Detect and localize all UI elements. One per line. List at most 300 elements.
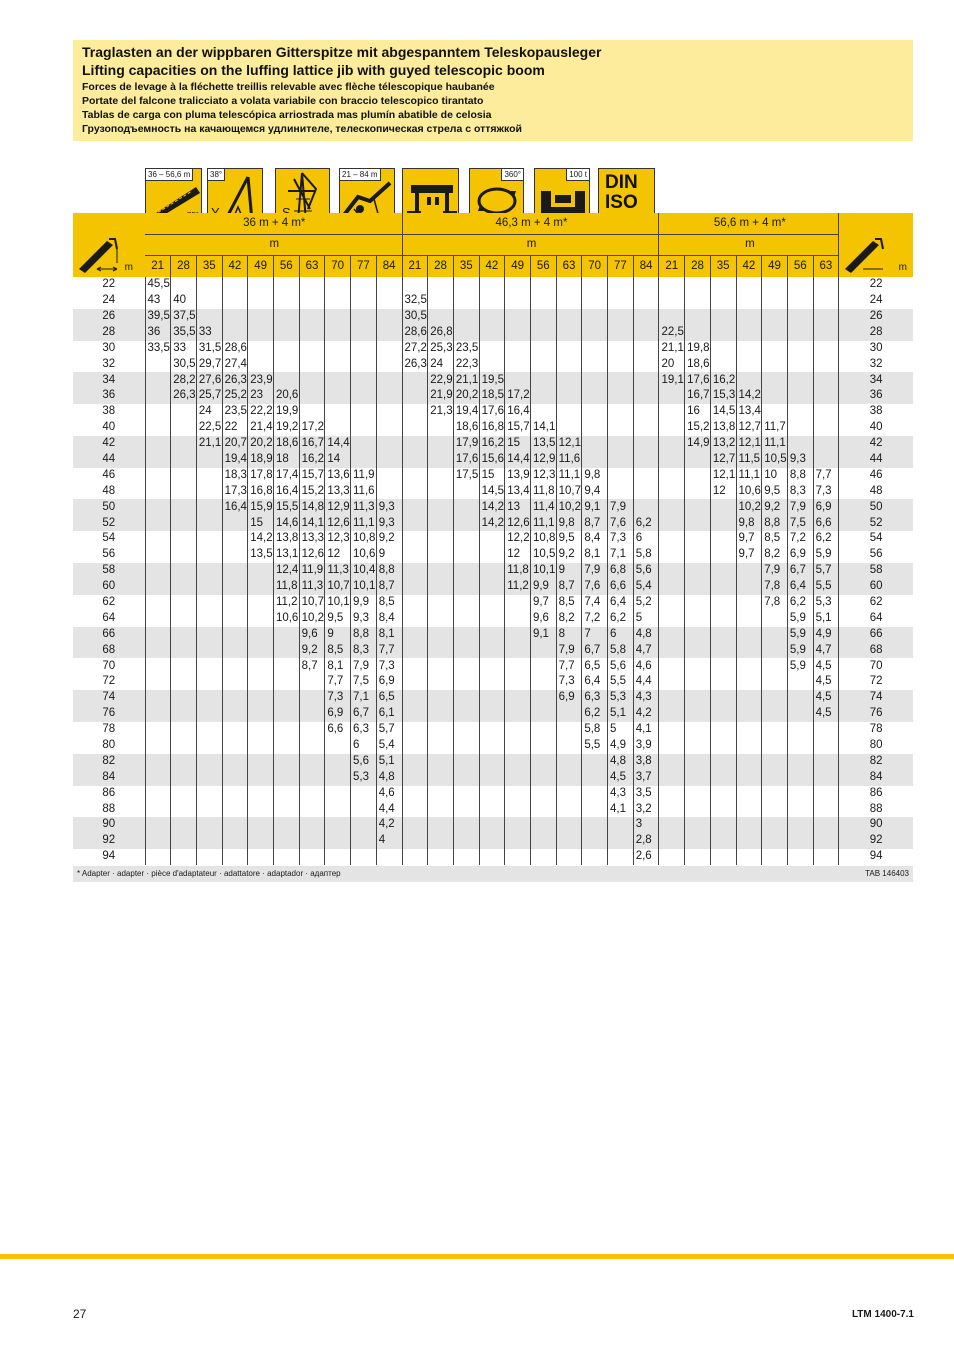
capacity-cell: 9,3: [787, 452, 813, 468]
radius-cell: 76: [73, 706, 145, 722]
capacity-cell: [530, 341, 556, 357]
capacity-cell: [787, 690, 813, 706]
capacity-cell: [145, 452, 171, 468]
capacity-cell: 6: [633, 531, 659, 547]
capacity-cell: [453, 770, 479, 786]
capacity-cell: [299, 309, 325, 325]
capacity-cell: [428, 595, 454, 611]
capacity-cell: 17,3: [222, 484, 248, 500]
jib-length-col: 70: [582, 256, 608, 277]
capacity-cell: [196, 658, 222, 674]
capacity-cell: [762, 754, 788, 770]
capacity-cell: [376, 388, 402, 404]
capacity-cell: [222, 277, 248, 293]
capacity-cell: 13,3: [325, 484, 351, 500]
capacity-cell: 15: [505, 436, 531, 452]
capacity-cell: [659, 658, 685, 674]
capacity-cell: [402, 420, 428, 436]
capacity-cell: 10,2: [556, 499, 582, 515]
capacity-cell: 25,2: [222, 388, 248, 404]
capacity-cell: 8,3: [351, 642, 377, 658]
capacity-cell: 6,6: [325, 722, 351, 738]
capacity-cell: [222, 833, 248, 849]
capacity-cell: [376, 849, 402, 865]
capacity-cell: [762, 642, 788, 658]
capacity-cell: [299, 404, 325, 420]
capacity-cell: [479, 849, 505, 865]
capacity-cell: [402, 801, 428, 817]
capacity-cell: [659, 468, 685, 484]
radius-cell: 42: [839, 436, 913, 452]
table-row: [73, 468, 913, 484]
capacity-cell: 12,6: [325, 515, 351, 531]
capacity-cell: [453, 579, 479, 595]
capacity-cell: [479, 309, 505, 325]
capacity-cell: [196, 309, 222, 325]
radius-unit-right: m: [898, 261, 907, 273]
capacity-cell: [556, 388, 582, 404]
capacity-cell: [402, 849, 428, 865]
capacity-cell: 9,7: [530, 595, 556, 611]
capacity-cell: [787, 420, 813, 436]
capacity-cell: 37,5: [171, 309, 197, 325]
capacity-cell: [402, 595, 428, 611]
capacity-cell: [736, 849, 762, 865]
capacity-cell: [530, 674, 556, 690]
capacity-cell: 6,2: [813, 531, 839, 547]
capacity-cell: 6: [351, 738, 377, 754]
capacity-cell: 12,6: [299, 547, 325, 563]
capacity-cell: [171, 611, 197, 627]
capacity-cell: 4,4: [633, 674, 659, 690]
capacity-cell: [659, 452, 685, 468]
capacity-cell: [633, 372, 659, 388]
table-row: [73, 372, 913, 388]
capacity-cell: [299, 722, 325, 738]
capacity-cell: [376, 452, 402, 468]
capacity-cell: 11,8: [273, 579, 299, 595]
capacity-cell: 13,8: [273, 531, 299, 547]
capacity-cell: [813, 436, 839, 452]
capacity-cell: 18,5: [479, 388, 505, 404]
radius-cell: 64: [869, 611, 883, 624]
jib-length-col: 63: [556, 256, 582, 277]
capacity-cell: 7,3: [608, 531, 634, 547]
capacity-cell: 16,4: [273, 484, 299, 500]
capacity-cell: [556, 325, 582, 341]
capacity-cell: [351, 293, 377, 309]
jib-length-unit-2: m: [659, 234, 839, 256]
capacity-cell: 4,5: [813, 690, 839, 706]
radius-cell: 36: [73, 388, 145, 404]
capacity-cell: [273, 770, 299, 786]
capacity-cell: [196, 754, 222, 770]
capacity-cell: [762, 277, 788, 293]
capacity-cell: [813, 404, 839, 420]
capacity-cell: [273, 738, 299, 754]
capacity-cell: [479, 627, 505, 643]
capacity-cell: 5,8: [582, 722, 608, 738]
capacity-cell: [325, 372, 351, 388]
capacity-cell: [813, 452, 839, 468]
capacity-cell: [710, 277, 736, 293]
capacity-cell: [530, 833, 556, 849]
capacity-cell: 5,8: [633, 547, 659, 563]
radius-cell: 24: [73, 293, 145, 309]
capacity-cell: 7,9: [582, 563, 608, 579]
capacity-cell: 17,6: [453, 452, 479, 468]
capacity-cell: [248, 627, 274, 643]
capacity-cell: [222, 690, 248, 706]
capacity-cell: [762, 372, 788, 388]
capacity-cell: 10,7: [556, 484, 582, 500]
capacity-cell: 12,4: [273, 563, 299, 579]
jib-length-col: 63: [813, 256, 839, 277]
capacity-cell: 40: [171, 293, 197, 309]
capacity-cell: 9,8: [556, 515, 582, 531]
radius-cell: 32: [73, 356, 145, 372]
capacity-cell: 10,6: [273, 611, 299, 627]
capacity-cell: [222, 293, 248, 309]
capacity-cell: 9,3: [376, 499, 402, 515]
table-row: [73, 579, 913, 595]
capacity-cell: [736, 801, 762, 817]
capacity-cell: 4,4: [376, 801, 402, 817]
capacity-cell: [505, 706, 531, 722]
capacity-cell: [813, 849, 839, 865]
table-row: [73, 499, 913, 515]
capacity-cell: [145, 611, 171, 627]
capacity-cell: 14,2: [248, 531, 274, 547]
capacity-cell: [222, 547, 248, 563]
capacity-cell: 8,5: [762, 531, 788, 547]
capacity-cell: 25,7: [196, 388, 222, 404]
capacity-cell: 7,1: [608, 547, 634, 563]
capacity-cell: 16,8: [248, 484, 274, 500]
capacity-cell: [222, 611, 248, 627]
capacity-cell: [813, 325, 839, 341]
capacity-cell: [222, 325, 248, 341]
capacity-cell: 9: [325, 627, 351, 643]
capacity-cell: [608, 388, 634, 404]
capacity-cell: 7,9: [787, 499, 813, 515]
capacity-cell: [530, 642, 556, 658]
capacity-cell: 7,8: [762, 579, 788, 595]
capacity-cell: [530, 738, 556, 754]
capacity-cell: 6,8: [608, 563, 634, 579]
capacity-cell: 16,7: [685, 388, 711, 404]
capacity-cell: [453, 786, 479, 802]
radius-cell: 58: [73, 563, 145, 579]
capacity-cell: [530, 658, 556, 674]
capacity-cell: [762, 627, 788, 643]
capacity-cell: 10,8: [351, 531, 377, 547]
capacity-cell: 4,5: [813, 706, 839, 722]
capacity-cell: [608, 484, 634, 500]
din-label: DIN: [605, 172, 638, 193]
boom-length-group-0: 36 m + 4 m*: [145, 213, 402, 234]
capacity-cell: [633, 420, 659, 436]
capacity-cell: 18,6: [273, 436, 299, 452]
capacity-cell: [736, 341, 762, 357]
capacity-cell: [299, 325, 325, 341]
capacity-cell: [402, 277, 428, 293]
capacity-cell: [402, 484, 428, 500]
radius-cell: 72: [869, 675, 883, 688]
table-row: [73, 388, 913, 404]
table-row: [73, 833, 913, 849]
capacity-cell: [736, 658, 762, 674]
capacity-cell: 5,1: [376, 754, 402, 770]
capacity-cell: [633, 484, 659, 500]
capacity-cell: [171, 658, 197, 674]
capacity-cell: 9,8: [582, 468, 608, 484]
capacity-cell: 12: [710, 484, 736, 500]
capacity-cell: [428, 754, 454, 770]
title-french: Forces de levage à la fléchette treillis relevable avec flèche télescopique haubanée: [82, 81, 495, 93]
capacity-cell: [145, 801, 171, 817]
capacity-cell: 23,9: [248, 372, 274, 388]
load-chart-table: [73, 213, 913, 865]
capacity-cell: [453, 674, 479, 690]
capacity-cell: [787, 754, 813, 770]
capacity-cell: [453, 849, 479, 865]
capacity-cell: 5,7: [813, 563, 839, 579]
capacity-cell: 6,9: [376, 674, 402, 690]
capacity-cell: [402, 706, 428, 722]
capacity-cell: [633, 388, 659, 404]
capacity-cell: [608, 325, 634, 341]
capacity-cell: [428, 452, 454, 468]
radius-cell: 94: [869, 850, 883, 863]
capacity-cell: 4,1: [633, 722, 659, 738]
capacity-cell: [633, 325, 659, 341]
capacity-cell: 10,8: [530, 531, 556, 547]
capacity-cell: [351, 786, 377, 802]
capacity-cell: [196, 738, 222, 754]
radius-cell: 66: [73, 627, 145, 643]
capacity-cell: [813, 388, 839, 404]
radius-cell: 54: [73, 531, 145, 547]
capacity-cell: [428, 611, 454, 627]
capacity-cell: [530, 372, 556, 388]
capacity-cell: 19,4: [453, 404, 479, 420]
capacity-cell: [608, 436, 634, 452]
capacity-cell: [453, 817, 479, 833]
capacity-cell: 14,5: [479, 484, 505, 500]
capacity-cell: [171, 770, 197, 786]
capacity-cell: [325, 356, 351, 372]
capacity-cell: 10,5: [762, 452, 788, 468]
capacity-cell: 4,5: [813, 674, 839, 690]
capacity-cell: [428, 547, 454, 563]
capacity-cell: [222, 309, 248, 325]
capacity-cell: [710, 611, 736, 627]
capacity-cell: [479, 833, 505, 849]
capacity-cell: [659, 738, 685, 754]
capacity-cell: 5,9: [787, 642, 813, 658]
capacity-cell: [248, 738, 274, 754]
radius-cell: 26: [839, 309, 913, 325]
capacity-cell: 12,3: [530, 468, 556, 484]
table-row: [73, 817, 913, 833]
capacity-cell: 10,4: [351, 563, 377, 579]
radius-cell: 86: [869, 786, 883, 799]
footnote-bar: [73, 866, 913, 882]
radius-cell: 78: [73, 722, 145, 738]
capacity-cell: [685, 627, 711, 643]
capacity-cell: [428, 849, 454, 865]
capacity-cell: [196, 515, 222, 531]
capacity-cell: 14,6: [273, 515, 299, 531]
capacity-cell: 9,3: [351, 611, 377, 627]
capacity-cell: 9,4: [582, 484, 608, 500]
capacity-cell: [376, 341, 402, 357]
capacity-cell: [273, 801, 299, 817]
capacity-cell: [762, 356, 788, 372]
capacity-cell: [248, 309, 274, 325]
capacity-cell: [145, 690, 171, 706]
capacity-cell: 11,1: [351, 515, 377, 531]
capacity-cell: [530, 754, 556, 770]
capacity-cell: 10,6: [736, 484, 762, 500]
capacity-cell: 12: [325, 547, 351, 563]
capacity-cell: 12,1: [736, 436, 762, 452]
capacity-cell: 33: [196, 325, 222, 341]
capacity-cell: [556, 341, 582, 357]
capacity-cell: [196, 595, 222, 611]
capacity-cell: [453, 658, 479, 674]
capacity-cell: [453, 611, 479, 627]
title-german: Traglasten an der wippbaren Gitterspitze mit abgespanntem Teleskopausleger: [82, 44, 602, 60]
capacity-cell: 6,2: [608, 611, 634, 627]
capacity-cell: [196, 293, 222, 309]
capacity-cell: [685, 722, 711, 738]
capacity-cell: 10,7: [299, 595, 325, 611]
capacity-cell: 12,2: [505, 531, 531, 547]
capacity-cell: 4,2: [376, 817, 402, 833]
capacity-cell: [402, 372, 428, 388]
capacity-cell: [556, 833, 582, 849]
capacity-cell: 17,6: [479, 404, 505, 420]
capacity-cell: [453, 547, 479, 563]
capacity-cell: [351, 833, 377, 849]
capacity-cell: 8,7: [556, 579, 582, 595]
capacity-cell: [479, 293, 505, 309]
capacity-cell: 15: [479, 468, 505, 484]
capacity-cell: [530, 690, 556, 706]
capacity-cell: [171, 452, 197, 468]
capacity-cell: [633, 452, 659, 468]
capacity-cell: [505, 690, 531, 706]
capacity-cell: 6,1: [376, 706, 402, 722]
capacity-cell: [453, 627, 479, 643]
capacity-cell: 4,9: [813, 627, 839, 643]
capacity-cell: [736, 309, 762, 325]
capacity-cell: 8,5: [556, 595, 582, 611]
capacity-cell: 11,8: [530, 484, 556, 500]
capacity-cell: [325, 849, 351, 865]
capacity-cell: 6,2: [633, 515, 659, 531]
capacity-cell: 14,9: [685, 436, 711, 452]
capacity-cell: 9,7: [736, 547, 762, 563]
capacity-cell: 21,1: [659, 341, 685, 357]
radius-cell: 88: [73, 801, 145, 817]
capacity-cell: [479, 690, 505, 706]
capacity-cell: 10,7: [325, 579, 351, 595]
capacity-cell: [736, 277, 762, 293]
capacity-cell: [248, 356, 274, 372]
capacity-cell: [196, 801, 222, 817]
capacity-cell: [633, 356, 659, 372]
capacity-cell: [762, 611, 788, 627]
capacity-cell: [325, 277, 351, 293]
capacity-cell: 14,8: [299, 499, 325, 515]
capacity-cell: 4: [376, 833, 402, 849]
capacity-cell: 11,1: [762, 436, 788, 452]
capacity-cell: 11,3: [351, 499, 377, 515]
capacity-cell: 17,9: [453, 436, 479, 452]
capacity-cell: [530, 325, 556, 341]
capacity-cell: 27,4: [222, 356, 248, 372]
capacity-cell: [273, 786, 299, 802]
capacity-cell: [428, 706, 454, 722]
capacity-cell: 5,4: [633, 579, 659, 595]
capacity-cell: 33,5: [145, 341, 171, 357]
capacity-cell: [787, 817, 813, 833]
capacity-cell: [222, 786, 248, 802]
capacity-cell: 13,1: [273, 547, 299, 563]
capacity-cell: [659, 531, 685, 547]
capacity-cell: [325, 833, 351, 849]
capacity-cell: [248, 786, 274, 802]
capacity-cell: [428, 563, 454, 579]
capacity-cell: [762, 388, 788, 404]
radius-cell: 92: [839, 833, 913, 849]
capacity-cell: [145, 579, 171, 595]
capacity-cell: [505, 611, 531, 627]
capacity-cell: [171, 786, 197, 802]
capacity-cell: [787, 833, 813, 849]
capacity-cell: [222, 674, 248, 690]
capacity-cell: [556, 754, 582, 770]
capacity-cell: 19,9: [273, 404, 299, 420]
table-row: [73, 309, 913, 325]
radius-cell: 90: [839, 817, 913, 833]
capacity-cell: 16,2: [479, 436, 505, 452]
capacity-cell: [248, 754, 274, 770]
capacity-cell: [376, 356, 402, 372]
capacity-cell: [505, 627, 531, 643]
capacity-cell: [582, 293, 608, 309]
capacity-cell: 7,5: [787, 515, 813, 531]
capacity-cell: [710, 738, 736, 754]
radius-cell: 70: [869, 659, 883, 672]
capacity-cell: [582, 754, 608, 770]
capacity-cell: [428, 293, 454, 309]
capacity-cell: [351, 801, 377, 817]
capacity-cell: 10,2: [299, 611, 325, 627]
capacity-cell: [479, 801, 505, 817]
capacity-cell: 11,6: [556, 452, 582, 468]
radius-cell: 58: [839, 563, 913, 579]
capacity-cell: [479, 722, 505, 738]
capacity-cell: 9,7: [736, 531, 762, 547]
capacity-cell: [556, 801, 582, 817]
capacity-cell: [196, 547, 222, 563]
capacity-cell: [556, 738, 582, 754]
capacity-cell: [248, 658, 274, 674]
